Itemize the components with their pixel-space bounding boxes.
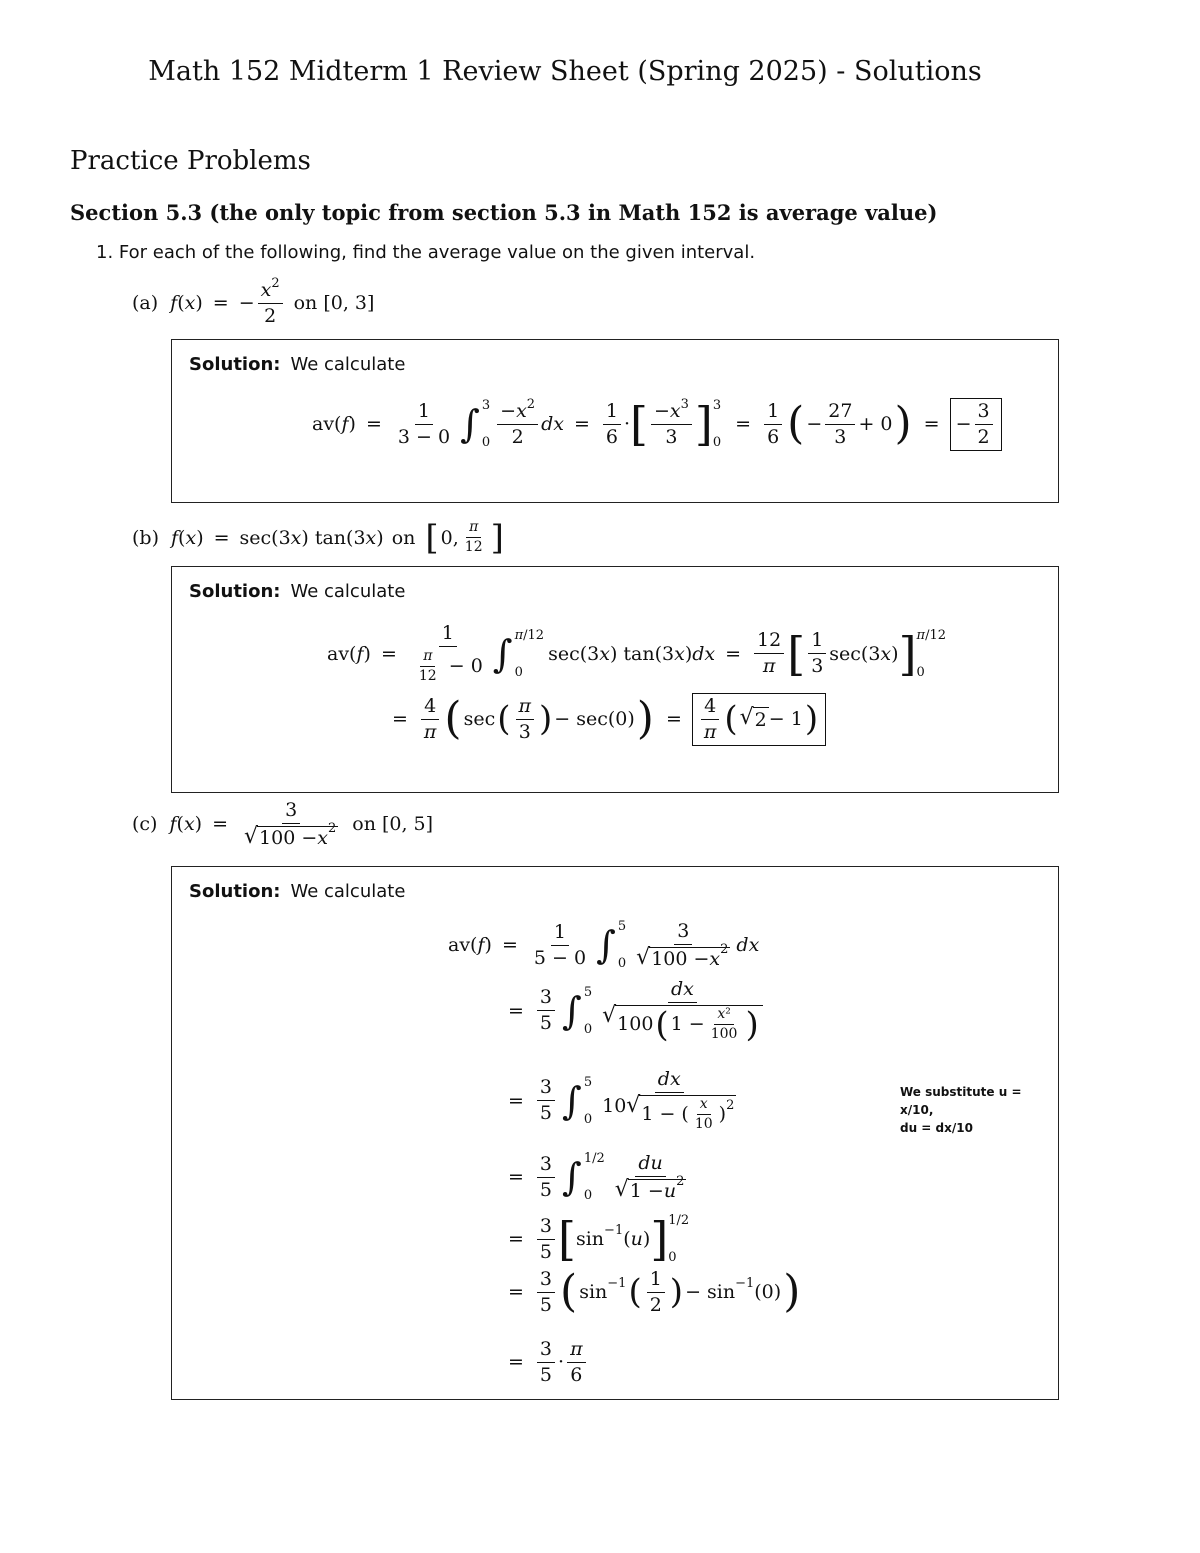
solution-box-c — [171, 866, 1059, 1400]
part-b-function: f ( x ) = sec(3 x ) tan(3 x ) — [171, 526, 384, 549]
solution-c-header — [189, 881, 405, 902]
part-a-label: (a) — [132, 292, 159, 315]
solution-c-line-7: = $\frac{3}{5}$ · $\frac{\pi}{6}$ — [498, 1339, 589, 1386]
solution-c-line-4: = $\frac{3}{5}$ ∫ 1/2 0 du √ 1 − u 2 — [508, 1151, 685, 1203]
solution-intro: We calculate — [290, 881, 406, 902]
part-b-interval-word: on — [391, 526, 416, 549]
problem-1-statement: 1. For each of the following, find the average value on the given interval. — [96, 242, 756, 263]
part-c-statement — [132, 800, 433, 849]
solution-label: Solution: — [189, 581, 281, 602]
solution-label: Solution: — [189, 881, 281, 902]
document-title: Math 152 Midterm 1 Review Sheet (Spring 2025) - Solutions — [148, 56, 982, 87]
part-b-label: (b) — [132, 526, 159, 549]
solution-c-line-3: = $\frac{3}{5}$ ∫ 5 0 dx 10 √ 1 − ( $\frac{x}{10}$ ) 2 — [508, 1068, 735, 1133]
substitution-note-line-2: du = dx/10 — [900, 1121, 973, 1135]
part-c-function: f ( x ) = 3 √ 100 − x 2 — [169, 799, 337, 849]
solution-c-line-6: = $\frac{3}{5}$ ( sin −1 ( $\frac{1}{2}$ ) − sin −1 (0) ) — [508, 1266, 801, 1318]
section-heading: Section 5.3 (the only topic from section 5.3 in Math 152 is average value) — [70, 200, 938, 225]
solution-b-line-2: = $\frac{4}{\pi}$ ( sec ( $\frac{\pi}{3}$ ) − sec(0) ) = $\frac{4}{\pi}$ ( √ 2 − 1 ) — [382, 693, 826, 746]
practice-problems-heading: Practice Problems — [70, 146, 311, 176]
part-b-statement — [132, 517, 506, 558]
part-a-statement — [132, 276, 375, 327]
part-a-interval: on [0, 3] — [293, 292, 375, 315]
solution-box-a — [171, 339, 1059, 503]
solution-label: Solution: — [189, 354, 281, 375]
solution-c-line-5: = $\frac{3}{5}$ [ sin −1 ( u ) ] 1/2 0 — [508, 1212, 690, 1266]
solution-intro: We calculate — [290, 581, 406, 602]
solution-intro: We calculate — [290, 354, 406, 375]
solution-box-b — [171, 566, 1059, 793]
solution-b-line-1: av( f ) = 1 $\frac{\pi}{12}$ − 0 ∫ π/12 0 sec(3 x ) tan(3 x ) dx = $\frac{12}{\pi}$ [ $\frac{1}{3}$ sec(3 x ) ] π/12 0 — [327, 622, 946, 685]
substitution-note — [900, 1083, 1058, 1137]
solution-b-header — [189, 581, 405, 602]
part-c-interval: on [0, 5] — [352, 813, 434, 836]
substitution-note-line-1: We substitute u = x/10, — [900, 1085, 1022, 1117]
solution-a-equation: av( f ) = $\frac{1}{3 - 0}$ ∫ 3 0 $\frac{-x^2}{2}$ dx = $\frac{1}{6}$ · [ $\frac{-x^3}{3}$ ] 3 0 = $\frac{1}{6}$ ( − $\frac{27}{3}$ + 0 ) = − $\frac{3}{2}$ — [312, 398, 1002, 451]
part-c-label: (c) — [132, 813, 158, 836]
solution-a-header — [189, 354, 405, 375]
part-a-function: f ( x ) = − $\frac{x^2}{2}$ — [170, 280, 285, 327]
solution-c-line-1: av( f ) = $\frac{1}{5 - 0}$ ∫ 5 0 3 √ 100 − x 2 dx — [448, 919, 760, 971]
part-b-interval: [ 0, $\frac{\pi}{12}$ ] — [425, 517, 504, 558]
solution-c-line-2: = $\frac{3}{5}$ ∫ 5 0 dx √ 100 ( 1 − $\frac{\text{x²}}{100}$ ) — [498, 979, 769, 1043]
